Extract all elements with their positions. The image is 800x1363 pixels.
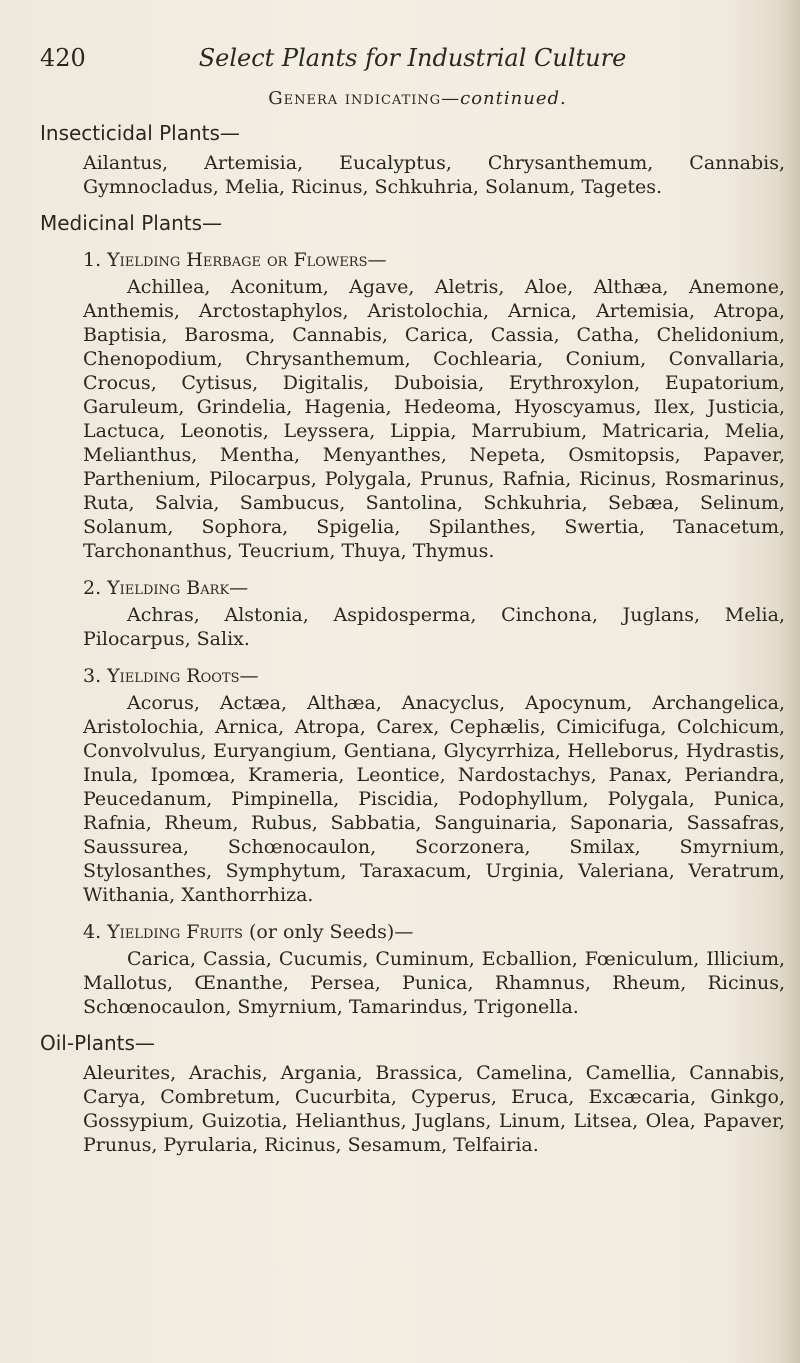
item-heading-text: Yielding Roots—: [107, 665, 259, 687]
continued-heading-main: Genera indicating: [268, 88, 442, 109]
item-heading: [40, 665, 785, 687]
medicinal-item: [40, 665, 785, 907]
item-number: 1.: [83, 249, 102, 271]
page-number: 420: [40, 44, 86, 72]
item-text: Acorus, Actæa, Althæa, Anacyclus, Apocynum, Archangelica, Aristolochia, Arnica, Atropa, Carex, Cephælis, Cimicifuga, Colchicum, Convolvulus, Euryangium, Gentiana, Glycyrrhiza, Helleborus, Hydrastis, Inula, Ipomœa, Krameria, Leontice, Nardostachys, Panax, Periandra, Peucedanum, Pimpinella, Piscidia, Podophyllum, Polygala, Punica, Rafnia, Rheum, Rubus, Sabbatia, Sanguinaria, Saponaria, Sassafras, Saussurea, Schœnocaulon, Scorzonera, Smilax, Smyrnium, Stylosanthes, Symphytum, Taraxacum, Urginia, Valeriana, Veratrum, Withania, Xanthorrhiza.: [83, 692, 785, 906]
section-text: Aleurites, Arachis, Argania, Brassica, Camelina, Camellia, Cannabis, Carya, Combretum, Cucurbita, Cyperus, Eruca, Excæcaria, Ginkgo, Gossypium, Guizotia, Helianthus, Juglans, Linum, Litsea, Olea, Papaver, Prunus, Pyrularia, Ricinus, Sesamum, Telfairia.: [83, 1062, 785, 1156]
page-header: [40, 44, 785, 84]
item-heading: [40, 577, 785, 599]
medicinal-item: [40, 921, 785, 1019]
item-text: Achillea, Aconitum, Agave, Aletris, Aloe, Althæa, Anemone, Anthemis, Arctostaphylos, Aristolochia, Arnica, Artemisia, Atropa, Baptisia, Barosma, Cannabis, Carica, Cassia, Catha, Chelidonium, Chenopodium, Chrysanthemum, Cochlearia, Conium, Convallaria, Crocus, Cytisus, Digitalis, Duboisia, Erythroxylon, Eupatorium, Garuleum, Grindelia, Hagenia, Hedeoma, Hyoscyamus, Ilex, Justicia, Lactuca, Leonotis, Leyssera, Lippia, Marrubium, Matricaria, Melia, Melianthus, Mentha, Menyanthes, Nepeta, Osmitopsis, Papaver, Parthenium, Pilocarpus, Polygala, Prunus, Rafnia, Ricinus, Rosmarinus, Ruta, Salvia, Sambucus, Santolina, Schkuhria, Sebæa, Selinum, Solanum, Sophora, Spigelia, Spilanthes, Swertia, Tanacetum, Tarchonanthus, Teucrium, Thuya, Thymus.: [83, 276, 785, 562]
item-heading-text: Yielding Fruits: [107, 921, 243, 943]
item-text: Carica, Cassia, Cucumis, Cuminum, Ecballion, Fœniculum, Illicium, Mallotus, Œnanthe, Persea, Punica, Rhamnus, Rheum, Ricinus, Schœnocaulon, Smyrnium, Tamarindus, Trigonella.: [83, 948, 785, 1018]
medicinal-item: [40, 577, 785, 651]
item-number: 3.: [83, 665, 102, 687]
item-heading-text: Yielding Herbage or Flowers—: [107, 249, 387, 271]
continued-heading-suffix: —continued.: [441, 88, 567, 109]
item-heading-text: Yielding Bark—: [107, 577, 249, 599]
section-title: Medicinal Plants—: [40, 211, 223, 235]
item-heading-suffix: (or only Seeds)—: [242, 921, 414, 943]
item-text: Achras, Alstonia, Aspidosperma, Cinchona, Juglans, Melia, Pilocarpus, Salix.: [83, 604, 785, 650]
medicinal-item: [40, 249, 785, 563]
item-heading: [40, 921, 785, 943]
page-content: [40, 88, 785, 1167]
continued-heading: [40, 88, 785, 109]
section-text: [40, 151, 785, 199]
section-text-content: Ailantus, Artemisia, Eucalyptus, Chrysanthemum, Cannabis, Gymnocladus, Melia, Ricinus, Schkuhria, Solanum, Tagetes.: [83, 152, 785, 198]
item-heading: [40, 249, 785, 271]
section-title: Oil-Plants—: [40, 1031, 155, 1055]
item-number: 4.: [83, 921, 102, 943]
section-insecticidal: [40, 121, 785, 199]
item-number: 2.: [83, 577, 102, 599]
running-title: Select Plants for Industrial Culture: [198, 44, 627, 72]
section-medicinal: [40, 211, 785, 1019]
section-oil-plants: [40, 1031, 785, 1157]
section-title: Insecticidal Plants—: [40, 121, 240, 145]
